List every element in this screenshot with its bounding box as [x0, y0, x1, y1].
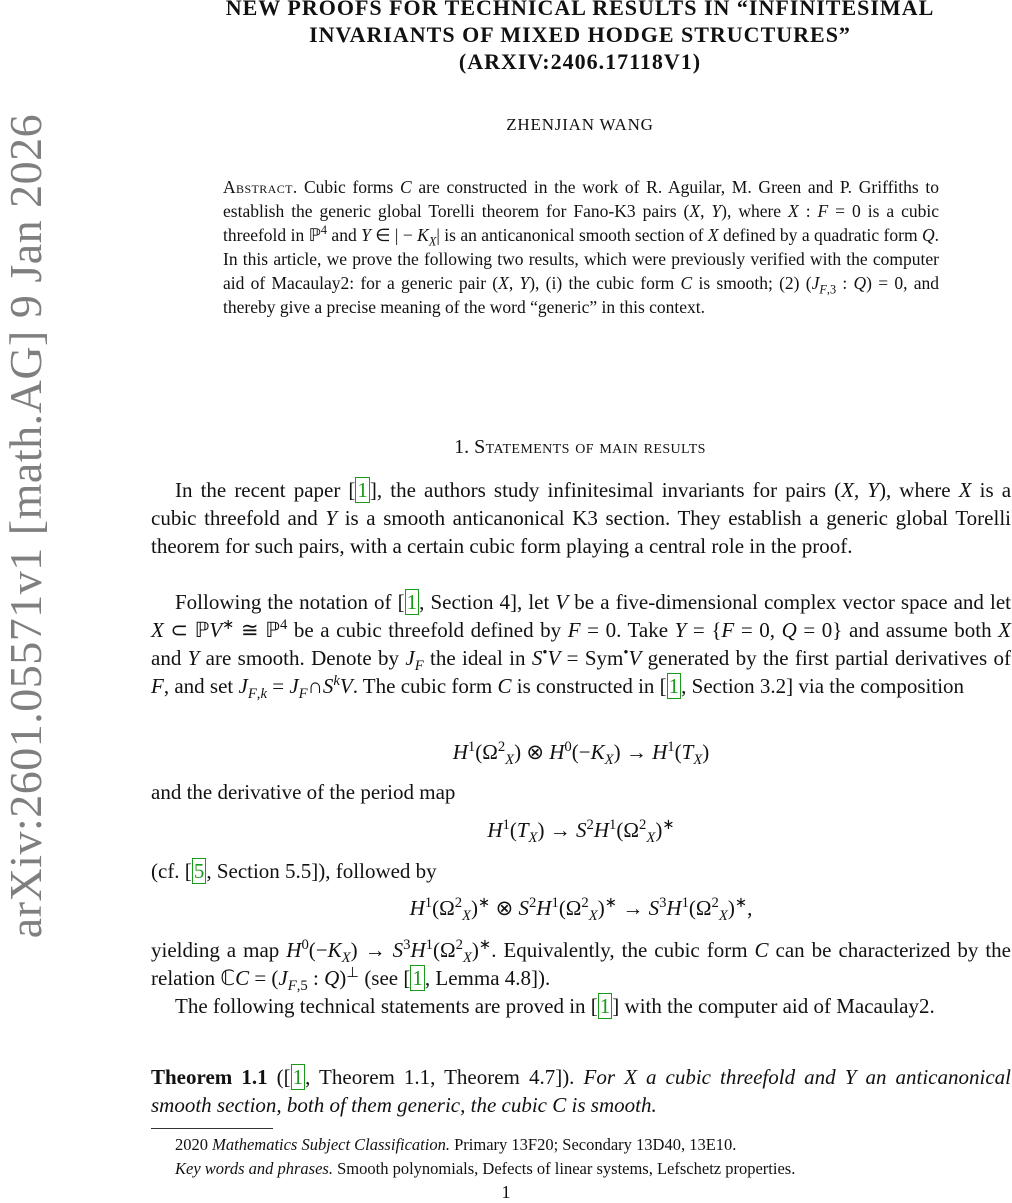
- abstract: Abstract. Cubic forms C are constructed in the work of R. Aguilar, M. Green and P. Griffiths to establish the generic global Torelli theorem for Fano-K3 pairs (X, Y), where X : F = 0 is a cubic threefold in ℙ$^4$ and Y ∈ | − $K_X|$ is an anticanonical smooth section of X defined by a quadratic form Q. In this article, we prove the following two results, which were previously verified with the computer aid of Macaulay2: for a generic pair (X, Y), (i) the cubic form C is smooth; (2) ($J_{F,3}$ : Q) = 0, and thereby give a precise meaning of the word “generic” in this context.: [223, 177, 940, 317]
- section-heading: [150, 436, 1010, 459]
- abstract-label: Abstract: [223, 177, 293, 197]
- author-name: ZHENJIAN WANG: [506, 115, 654, 134]
- p4-text-2: ] with the computer aid of Macaulay2.: [612, 994, 935, 1018]
- theorem-label: Theorem 1.1: [151, 1065, 268, 1089]
- p3-text-1: yielding a map: [151, 938, 287, 962]
- keywords-text: Smooth polynomials, Defects of linear systems, Lefschetz properties.: [332, 1159, 796, 1178]
- p2-text-11: , and set: [163, 674, 239, 698]
- abstract-text-9: , (i) the cubic form: [535, 273, 681, 293]
- equation-2: $H^1(T_X) \to S^2H^1(\Omega^2_X)^∗$: [487, 817, 675, 847]
- p2-text-12: . The cubic form: [352, 674, 498, 698]
- citation-link-2[interactable]: 1: [406, 590, 418, 614]
- citation-link-1[interactable]: 1: [357, 478, 368, 502]
- footnote-rule: [151, 1128, 273, 1129]
- citation-link-7[interactable]: 1: [292, 1065, 304, 1089]
- footnote-msc: [175, 1134, 1011, 1156]
- citation-link-6[interactable]: 1: [599, 994, 611, 1018]
- abstract-text-8: . In this article, we prove the following two results, which were previously verified with the computer aid of Macaulay2: for a generic pair: [223, 225, 939, 293]
- theorem-text-4: a cubic threefold and: [636, 1065, 845, 1089]
- abstract-text-5: and: [327, 225, 362, 245]
- paper-title: [150, 0, 1010, 75]
- paragraph-2: Following the notation of [1, Section 4], let V be a five-dimensional complex vector space and let X ⊂ ℙV∗ ≅ ℙ$^4$ be a cubic threefold defined by F = 0. Take Y = {F = 0, Q = 0} and assume both X and Y are smooth. Denote by $J_F$ the ideal in S•V = Sym•V generated by the first partial derivatives of F, and set $J_{F,k}$ = $J_F\cap S^kV$. The cubic form C is constructed in [1, Section 3.2] via the composition: [151, 590, 1012, 703]
- abstract-text-2: are constructed in the work of R. Aguilar, M. Green and P. Griffiths to establish the generic global Torelli theorem for Fano-K3 pairs: [223, 177, 940, 221]
- p3-text-5: , Lemma 4.8]).: [424, 966, 551, 990]
- msc-label: Mathematics Subject Classification.: [212, 1135, 450, 1154]
- p1-text-3: , where: [885, 478, 959, 502]
- abstract-text-7: defined by a quadratic form: [718, 225, 922, 245]
- p2-text-7: and: [151, 646, 188, 670]
- transition-text-2: [151, 857, 1011, 885]
- p2-text-9: the ideal in: [423, 646, 532, 670]
- between2-text-2: , Section 5.5]), followed by: [206, 859, 437, 883]
- msc-codes: Primary 13F20; Secondary 13D40, 13E10.: [449, 1135, 737, 1154]
- p1-text-4: is a cubic threefold and: [151, 478, 1012, 530]
- citation-link-3[interactable]: 1: [668, 674, 680, 698]
- theorem-1-1: Theorem 1.1 ([1, Theorem 1.1, Theorem 4.7]). For X a cubic threefold and Y an anticanonical smooth section, both of them generic, the cubic C is smooth.: [151, 1065, 1011, 1117]
- p2-text-8: are smooth. Denote by: [199, 646, 406, 670]
- title-line-2: INVARIANTS OF MIXED HODGE STRUCTURES”: [309, 22, 851, 47]
- p2-text-5: . Take: [616, 618, 675, 642]
- theorem-text-2: , Theorem 1.1, Theorem 4.7]).: [305, 1065, 584, 1089]
- paragraph-4: [151, 992, 1011, 1020]
- arxiv-stamp: arXiv:2601.05571v1 [math.AG] 9 Jan 2026: [0, 113, 51, 939]
- section-number: 1.: [454, 436, 470, 458]
- p2-text-3: be a five-dimensional complex vector space and let: [568, 590, 1011, 614]
- abstract-text-11: , and thereby give a precise meaning of the word “generic” in this context.: [223, 273, 940, 317]
- p2-text-1: Following the notation of [: [175, 590, 405, 614]
- abstract-text-3: , where: [726, 201, 789, 221]
- equation-3: $H^1(\Omega^2_X)^∗$ ⊗ $S^2H^1(\Omega^2_X)^∗ \to S^3H^1(\Omega^2_X)^∗$,: [409, 895, 753, 925]
- p2-text-2: , Section 4], let: [419, 590, 556, 614]
- p2-text-14: , Section 3.2] via the composition: [681, 674, 965, 698]
- abstract-text-4: is a cubic threefold in: [223, 201, 939, 245]
- p3-text-4: (see [: [359, 966, 411, 990]
- footnote-keywords: [175, 1158, 1011, 1180]
- p2-text-6: and assume both: [842, 618, 999, 642]
- theorem-text-6: is smooth.: [566, 1093, 657, 1117]
- equation-1: $H^1(\Omega^2_X)$ ⊗ $H^0(-K_X) \to H^1(T_X)$: [452, 739, 710, 769]
- between2-text-1: (cf. [: [151, 859, 192, 883]
- keywords-label: Key words and phrases.: [175, 1159, 333, 1178]
- citation-link-5[interactable]: 1: [412, 966, 423, 990]
- p4-text-1: The following technical statements are proved in [: [175, 994, 598, 1018]
- abstract-text-1: Cubic forms: [303, 177, 400, 197]
- title-line-3: (ARXIV:2406.17118V1): [458, 49, 702, 74]
- title-line-1: NEW PROOFS FOR TECHNICAL RESULTS IN “INFINITESIMAL: [225, 0, 935, 20]
- page-number: 1: [501, 1182, 511, 1202]
- theorem-text-5: an anticanonical smooth section, both of them generic, the cubic: [151, 1065, 1011, 1117]
- paragraph-3: yielding a map $H^0(-K_X) \to S^3H^1(\Omega^2_X)^∗$. Equivalently, the cubic form C can be characterized by the relation ℂC = ($J_{F,5}$ : Q)⊥ (see [1, Lemma 4.8]).: [151, 937, 1011, 995]
- section-title: Statements of main results: [474, 436, 706, 458]
- p2-text-13: is constructed in [: [511, 674, 667, 698]
- p2-text-10: generated by the first partial derivatives of: [641, 646, 1012, 670]
- p1-text-1: In the recent paper: [175, 478, 349, 502]
- citation-link-4[interactable]: 5: [193, 859, 205, 883]
- abstract-text-10: is smooth; (2): [692, 273, 806, 293]
- msc-year: 2020: [175, 1135, 213, 1154]
- p1-text-5: is a smooth anticanonical K3 section. They establish a generic global Torelli theorem for such pairs, with a certain cubic form playing a central role in the proof.: [151, 506, 1011, 558]
- paragraph-1: In the recent paper [1], the authors study infinitesimal invariants for pairs (X, Y), where X is a cubic threefold and Y is a smooth anticanonical K3 section. They establish a generic global Torelli theorem for such pairs, with a certain cubic form playing a central role in the proof.: [151, 478, 1012, 558]
- theorem-text-3: For: [583, 1065, 625, 1089]
- abstract-text-6: is an anticanonical smooth section of: [439, 225, 708, 245]
- p2-text-4: be a cubic threefold defined by: [287, 618, 568, 642]
- p1-text-2: , the authors study infinitesimal invariants for pairs: [376, 478, 835, 502]
- transition-text-1: and the derivative of the period map: [151, 780, 456, 804]
- p3-text-2: . Equivalently, the cubic form: [491, 938, 755, 962]
- theorem-text-1: ([: [267, 1065, 291, 1089]
- p3-text-3: can be characterized by the relation: [151, 938, 1011, 990]
